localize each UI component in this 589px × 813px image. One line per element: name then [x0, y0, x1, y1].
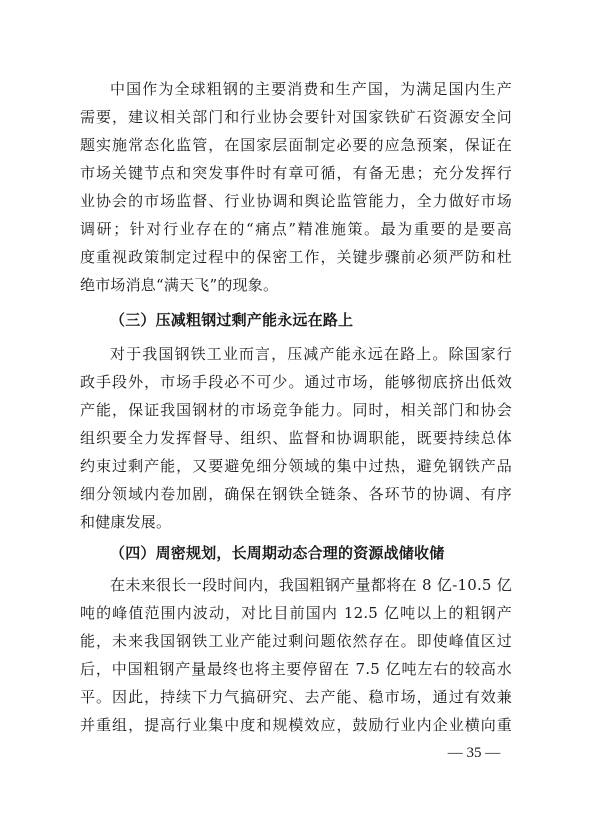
paragraph-line: 业协会的市场监督、行业协调和舆论监管能力，全力做好市场	[80, 192, 512, 210]
paragraph-line: 中国作为全球粗钢的主要消费和生产国，为满足国内生产	[110, 80, 512, 98]
paragraph-line: 细分领域内卷加剧，确保在钢铁全链条、各环节的协调、有序	[80, 485, 512, 503]
paragraph-line: 调研；针对行业存在的“痛点”精准施策。最为重要的是要高	[80, 220, 512, 238]
paragraph-line: 产能，保证我国钢材的市场竞争能力。同时，相关部门和协会	[80, 401, 512, 419]
paragraph-line: 对于我国钢铁工业而言，压减产能永远在路上。除国家行	[110, 345, 512, 363]
paragraph-line: 度重视政策制定过程中的保密工作，关键步骤前必须严防和杜	[80, 248, 512, 266]
section-heading: （四）周密规划，长周期动态合理的资源战储收储	[110, 544, 445, 562]
paragraph-line: 市场关键节点和突发事件时有章可循，有备无患；充分发挥行	[80, 164, 512, 182]
section-heading: （三）压减粗钢过剩产能永远在路上	[110, 311, 354, 329]
paragraph-line: 并重组，提高行业集中度和规模效应，鼓励行业内企业横向重	[80, 716, 512, 734]
paragraph-line: 题实施常态化监管，在国家层面制定必要的应急预案，保证在	[80, 136, 512, 154]
paragraph-line: 政手段外，市场手段必不可少。通过市场，能够彻底挤出低效	[80, 373, 512, 391]
page-number: — 35 —	[447, 745, 501, 761]
paragraph-line: 需要，建议相关部门和行业协会要针对国家铁矿石资源安全问	[80, 108, 512, 126]
paragraph-line: 能，未来我国钢铁工业产能过剩问题依然存在。即使峰值区过	[80, 632, 512, 650]
paragraph-line: 绝市场消息“满天飞”的现象。	[80, 276, 279, 294]
paragraph-line: 约束过剩产能，又要避免细分领域的集中过热，避免钢铁产品	[80, 457, 512, 475]
paragraph-line: 在未来很长一段时间内，我国粗钢产量都将在 8 亿-10.5 亿	[110, 576, 512, 594]
paragraph-line: 吨的峰值范围内波动，对比目前国内 12.5 亿吨以上的粗钢产	[80, 604, 512, 622]
paragraph-line: 和健康发展。	[80, 513, 172, 531]
paragraph-line: 后，中国粗钢产量最终也将主要停留在 7.5 亿吨左右的较高水	[80, 660, 512, 678]
paragraph-line: 组织要全力发挥督导、组织、监督和协调职能，既要持续总体	[80, 429, 512, 447]
paragraph-line: 平。因此，持续下力气搞研究、去产能、稳市场，通过有效兼	[80, 688, 512, 706]
